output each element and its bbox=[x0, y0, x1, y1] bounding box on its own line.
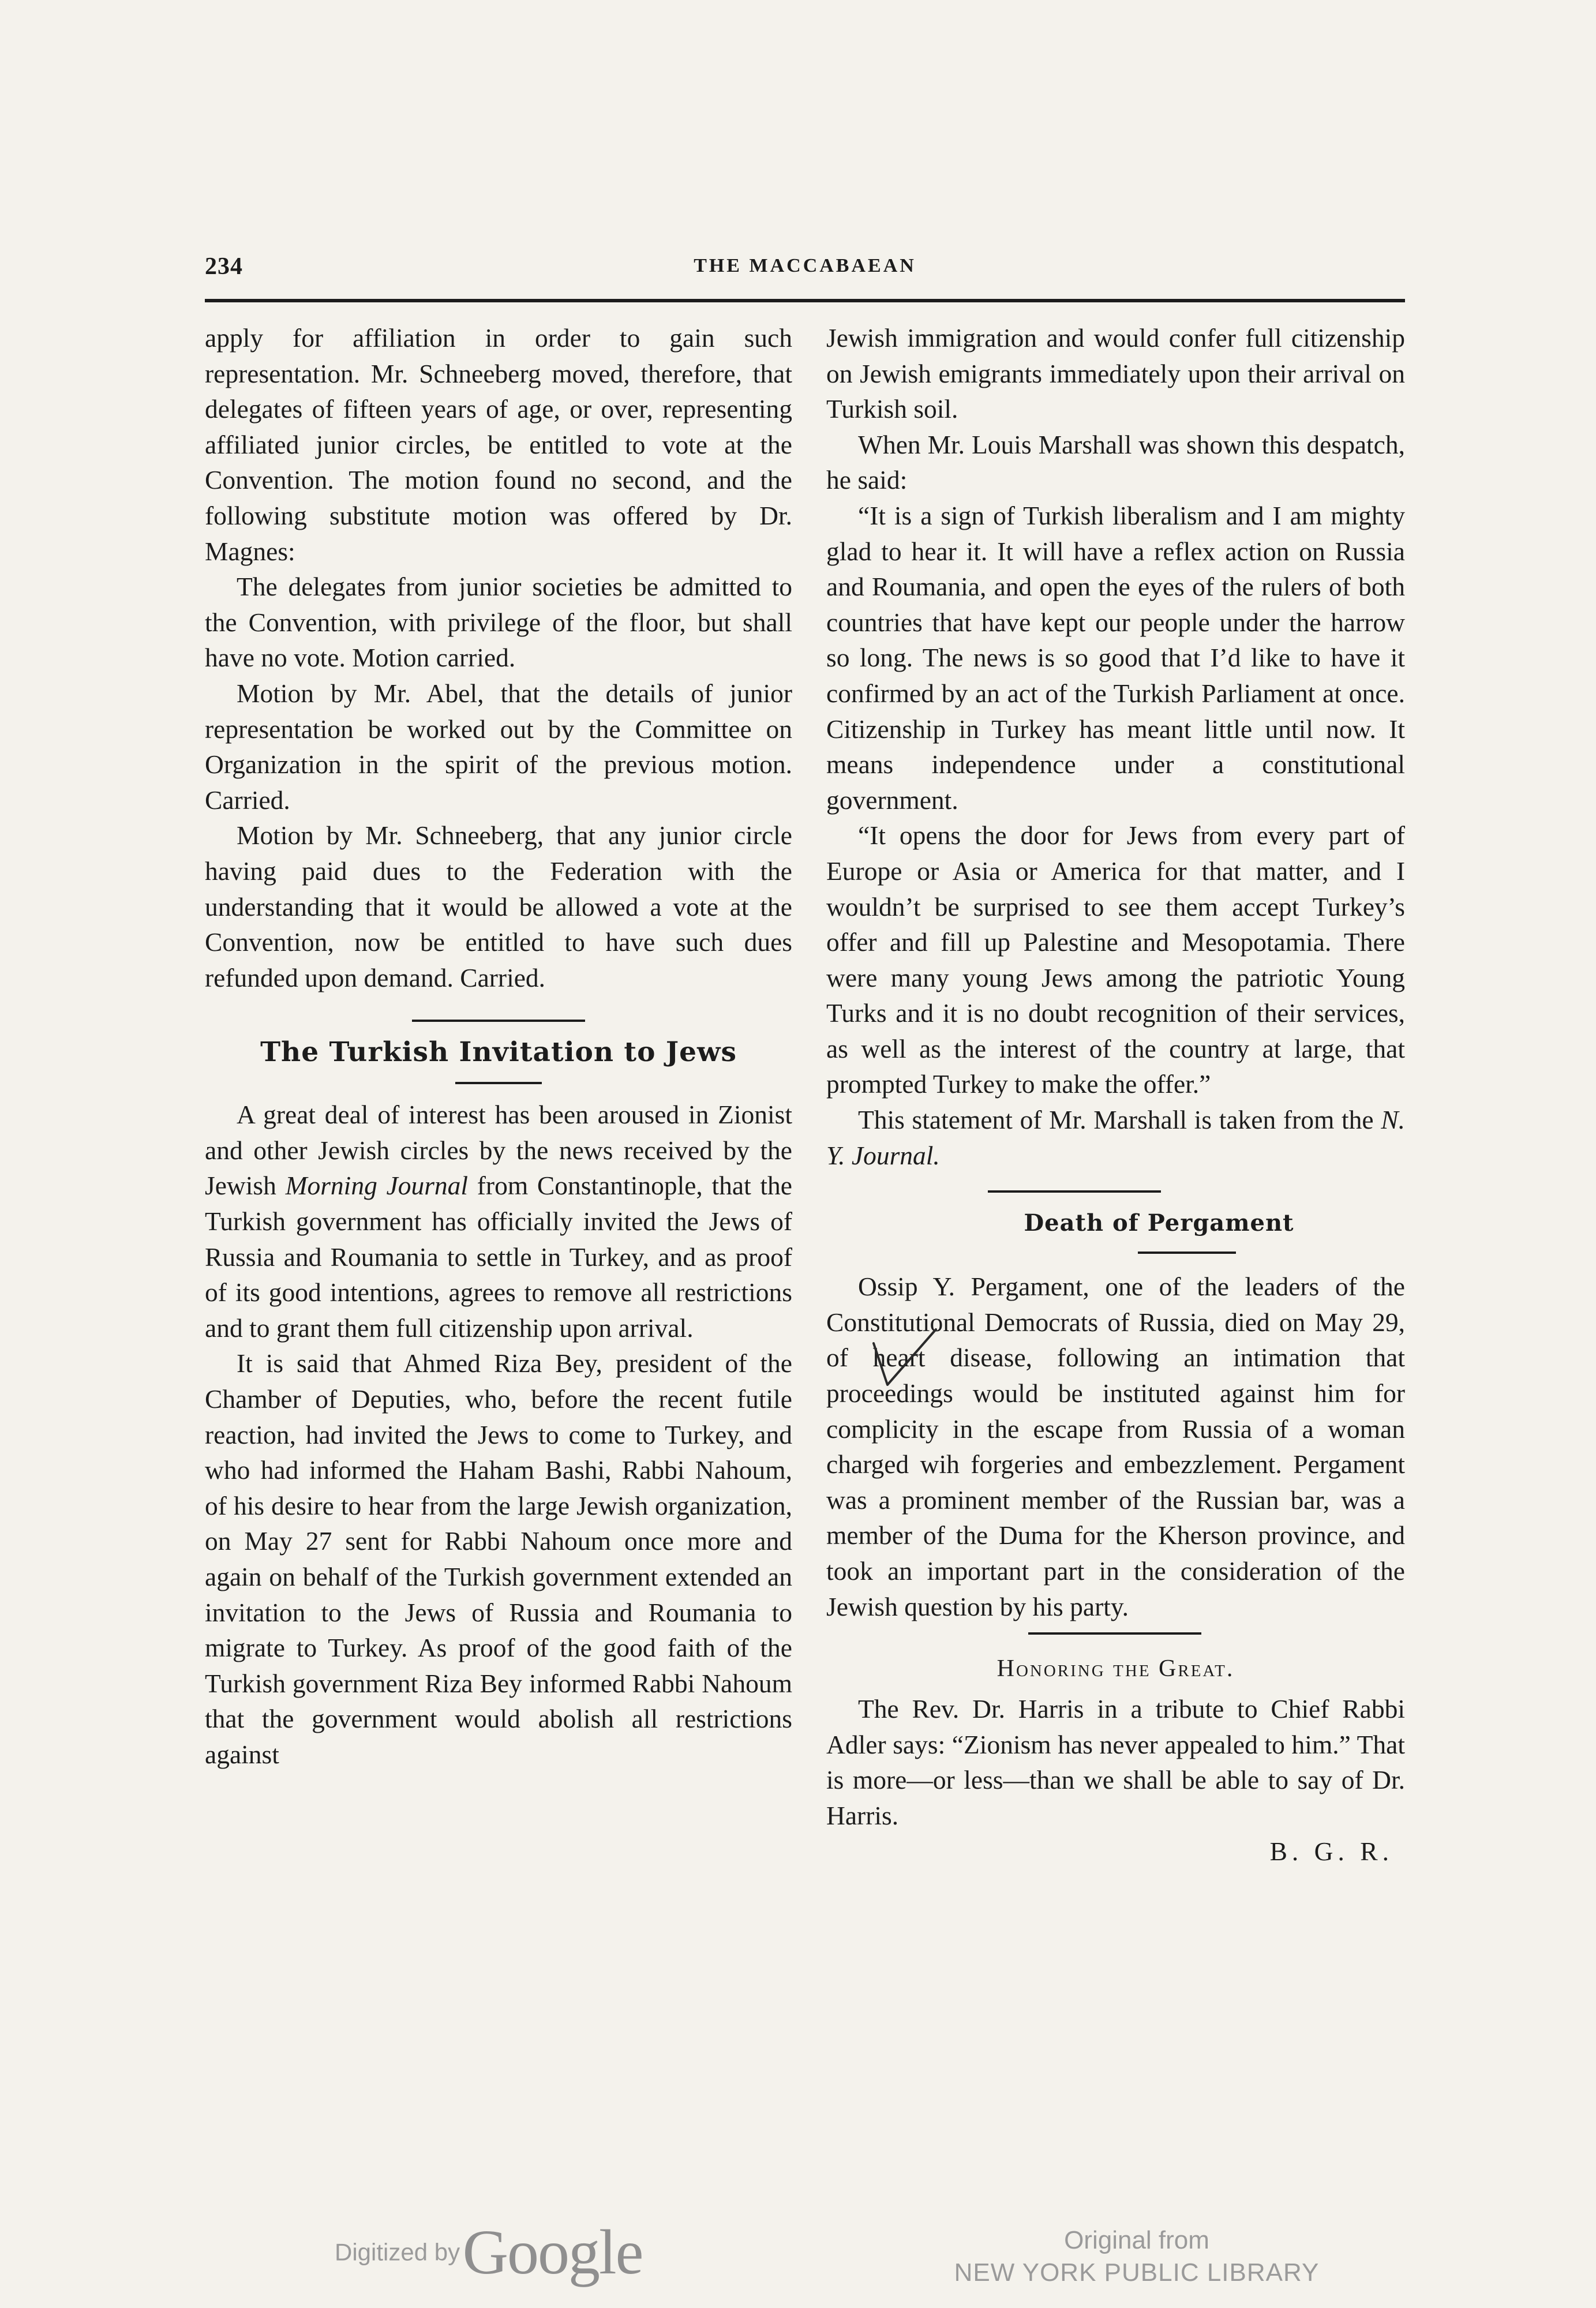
paragraph bbox=[826, 1102, 1405, 1173]
paragraph: Ossip Y. Pergament, one of the leaders of the Constitutional Democrats of Russia, died on May 29, of heart disease, following an intimation that proceedings would be instituted against him for complicity in the escape from Russia of a woman charged wih forgeries and embezzlement. Pergament was a prominent member of the Russian bar, was a member of the Duma for the Kherson province, and took an important part in the consideration of the Jewish question by his party. bbox=[826, 1272, 1405, 1621]
section-divider bbox=[412, 1020, 585, 1022]
page-number: 234 bbox=[205, 253, 243, 280]
paragraph: Jewish immigration and would confer full citizenship on Jewish emigrants immediately upon their arrival on Turkish soil. bbox=[826, 323, 1405, 424]
publication-name: N. Y. Journal. bbox=[826, 1105, 1405, 1170]
article-title-death-of-pergament: Death of Pergament bbox=[1024, 1209, 1294, 1237]
paragraph: When Mr. Louis Marshall was shown this despatch, he said: bbox=[826, 429, 1405, 495]
text-run: A great deal of interest has been aroused in Zionist and other Jewish circles by the news received by the Jewish bbox=[205, 1100, 792, 1201]
running-head: THE MACCABAEAN bbox=[694, 255, 916, 276]
text-run: This statement of Mr. Marshall is taken from the bbox=[858, 1105, 1374, 1135]
paragraph: apply for affiliation in order to gain such representation. Mr. Schneeberg moved, therefore, that delegates of fifteen years of age, or over, representing affiliated junior circles, be entitled to vote at the Convention. The motion found no second, and the following substitute motion was offered by Dr. Magnes: bbox=[205, 323, 792, 566]
title-underline bbox=[1138, 1252, 1236, 1254]
author-signature: B. G. R. bbox=[1269, 1836, 1393, 1866]
article-title-honoring-the-great: Honoring the Great. bbox=[996, 1655, 1235, 1683]
publication-name: Morning Journal bbox=[285, 1171, 469, 1201]
original-from-label: Original from bbox=[1064, 2226, 1209, 2254]
paragraph: “It opens the door for Jews from every part of Europe or Asia or America for that matter, and I wouldn’t be surprised to see them accept Turkey’s offer and fill up Palestine and Mesopotamia. There were many young Jews among the patriotic Young Turks and it is no doubt recognition of their services, as well as the interest of the country at large, that prompted Turkey to make the offer.” bbox=[826, 820, 1405, 1099]
paragraph: Motion by Mr. Abel, that the details of junior representation be worked out by the Committee on Organization in the spirit of the previous motion. Carried. bbox=[205, 678, 792, 815]
digitized-label: Digitized by bbox=[335, 2238, 460, 2266]
right-column bbox=[826, 320, 1405, 1869]
library-name: NEW YORK PUBLIC LIBRARY bbox=[954, 2258, 1320, 2287]
left-column bbox=[205, 320, 792, 1773]
article-title-turkish-invitation: The Turkish Invitation to Jews bbox=[260, 1036, 737, 1069]
paragraph: It is said that Ahmed Riza Bey, president of the Chamber of Deputies, who, before the recent futile reaction, had invited the Jews to come to Turkey, and who had informed the Haham Bashi, Rabbi Nahoum, of his desire to hear from the large Jewish organization, on May 27 sent for Rabbi Nahoum once more and again on behalf of the Turkish government extended an invitation to the Jews of Russia and Roumania to migrate to Turkey. As proof of the good faith of the Turkish government Riza Bey informed Rabbi Nahoum that the government would abolish all restrictions against bbox=[205, 1348, 792, 1769]
google-logo: Google bbox=[462, 2217, 643, 2287]
section-divider bbox=[1028, 1632, 1201, 1635]
section-divider bbox=[988, 1190, 1161, 1193]
paragraph: “It is a sign of Turkish liberalism and I am mighty glad to hear it. It will have a reflex action on Russia and Roumania, and open the eyes of the rulers of both countries that have kept our people under the harrow so long. The news is so good that I’d like to have it confirmed by an act of the Turkish Parliament at once. Citizenship in Turkey has meant little until now. It means independence under a constitutional government. bbox=[826, 500, 1405, 815]
paragraph: The Rev. Dr. Harris in a tribute to Chief Rabbi Adler says: “Zionism has never appealed to him.” That is more—or less—than we shall be able to say of Dr. Harris. bbox=[826, 1694, 1405, 1830]
paragraph: The delegates from junior societies be admitted to the Convention, with privilege of the floor, but shall have no vote. Motion carried. bbox=[205, 572, 792, 673]
paragraph: Motion by Mr. Schneeberg, that any junior circle having paid dues to the Federation with the understanding that it would be allowed a vote at the Convention, now be entitled to have such dues refunded upon demand. Carried. bbox=[205, 820, 792, 992]
text-run: from Constantinople, that the Turkish government has officially invited the Jews of Russia and Roumania to settle in Turkey, and as proof of its good intentions, agrees to remove all restrictions and to grant them full citizenship upon arrival. bbox=[205, 1171, 793, 1343]
page-header bbox=[205, 253, 1405, 302]
library-attribution bbox=[935, 2224, 1339, 2289]
handwritten-check-mark-icon bbox=[870, 1327, 939, 1391]
title-underline bbox=[455, 1082, 542, 1084]
digitized-by-google bbox=[335, 2216, 642, 2289]
paragraph bbox=[205, 1097, 792, 1346]
